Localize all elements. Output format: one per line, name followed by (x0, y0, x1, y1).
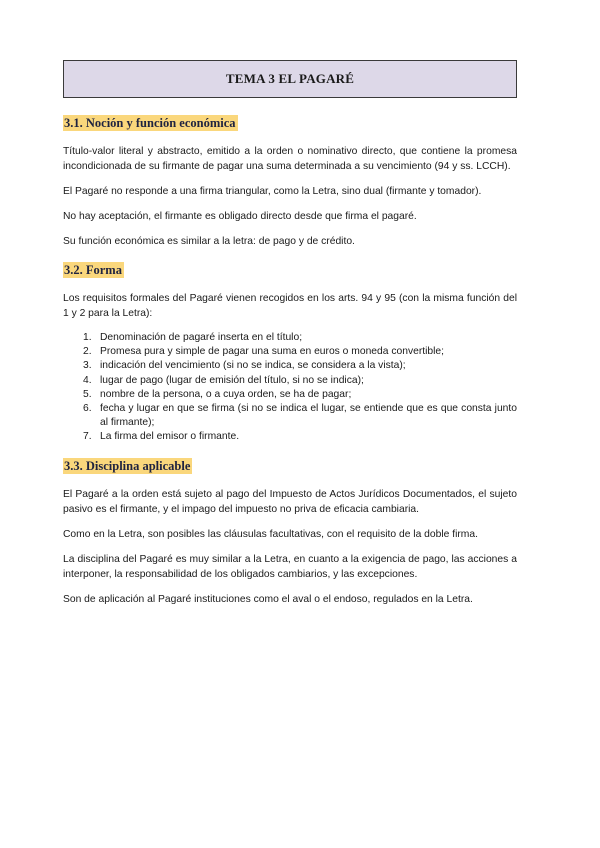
section-heading-row (63, 261, 517, 279)
section-heading-row (63, 457, 517, 475)
list-item: 4. lugar de pago (lugar de emisión del título, si no se indica); (83, 374, 364, 386)
list-item: 2. Promesa pura y simple de pagar una suma en euros o moneda convertible; (83, 346, 444, 358)
paragraph: Su función económica es similar a la letra: de pago y de crédito. (63, 236, 355, 247)
document-page (63, 60, 517, 607)
paragraph: La disciplina del Pagaré es muy similar a la Letra, en cuanto a la exigencia de pago, las acciones a interponer, la responsabilidad de los obligados cambiarios, y las excepciones. (63, 553, 517, 580)
paragraph: Como en la Letra, son posibles las cláusulas facultativas, con el requisito de la doble firma. (63, 528, 478, 540)
section-heading-3-1: 3.1. Noción y función económica (64, 116, 236, 130)
requirements-list (63, 331, 517, 445)
paragraph: El Pagaré no responde a una firma triangular, como la Letra, sino dual (firmante y tomador). (63, 186, 482, 197)
list-item: 7. La firma del emisor o firmante. (83, 431, 240, 443)
list-item: 3. indicación del vencimiento (si no se indica, se considera a la vista); (83, 360, 406, 372)
section-heading-row (63, 114, 517, 132)
document-title (63, 60, 517, 98)
section-heading-3-2: 3.2. Forma (64, 263, 122, 277)
section-heading-3-3: 3.3. Disciplina aplicable (64, 458, 191, 473)
paragraph: No hay aceptación, el firmante es obligado directo desde que firma el pagaré. (63, 211, 417, 222)
paragraph: Son de aplicación al Pagaré instituciones como el aval o el endoso, regulados en la Letra. (63, 593, 473, 605)
list-item: 6. fecha y lugar en que se firma (si no se indica el lugar, se entiende que es que consta junto al firmante); (83, 403, 517, 429)
paragraph: Los requisitos formales del Pagaré vienen recogidos en los arts. 94 y 95 (con la misma función del 1 y 2 para la Letra): (63, 293, 517, 319)
paragraph: El Pagaré a la orden está sujeto al pago del Impuesto de Actos Jurídicos Documentados, el sujeto pasivo es el firmante, y el impago del impuesto no priva de eficacia cambiaria. (63, 488, 517, 515)
document-title-text: TEMA 3 EL PAGARÉ (225, 71, 355, 86)
list-item: 5. nombre de la persona, o a cuya orden, se ha de pagar; (83, 388, 352, 400)
paragraph: Título-valor literal y abstracto, emitido a la orden o nominativo directo, que contiene la promesa incondicionada de su firmante de pagar una suma determinada a su vencimiento (94 y ss. LCCH). (63, 146, 517, 172)
list-item: 1. Denominación de pagaré inserta en el título; (83, 332, 303, 343)
